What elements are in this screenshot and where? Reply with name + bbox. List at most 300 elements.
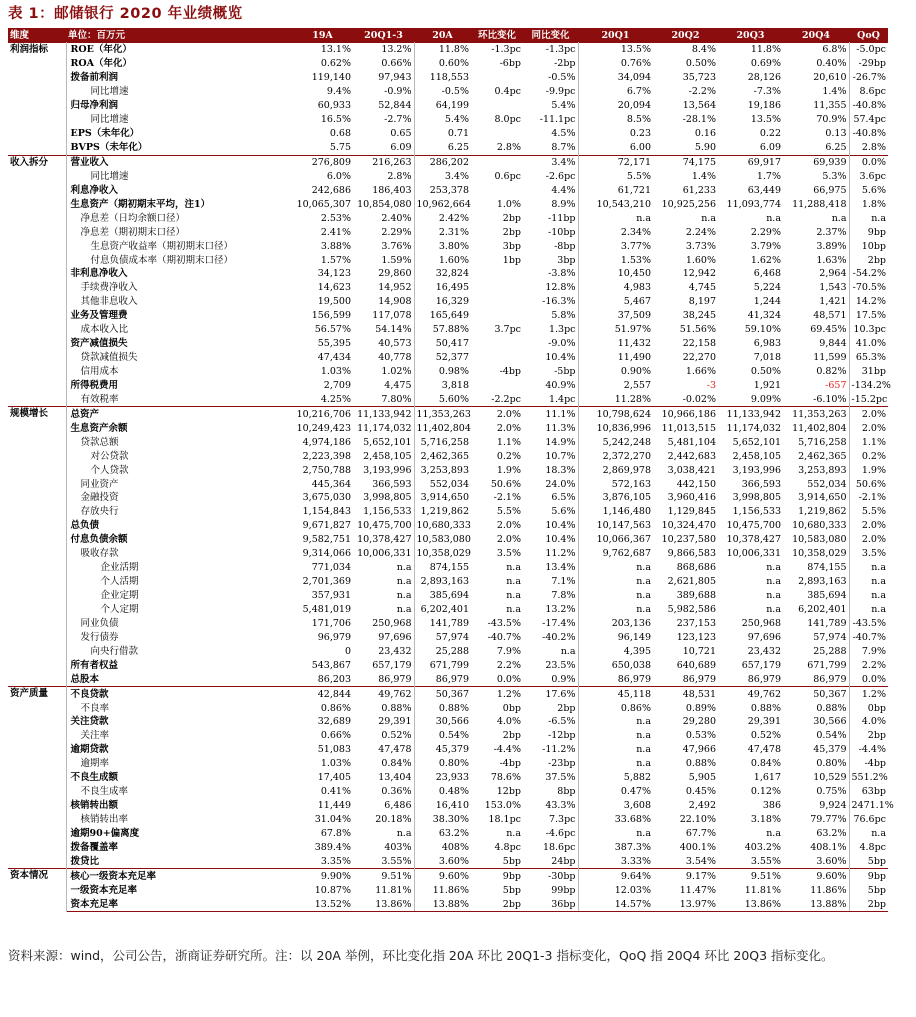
value-cell: 5.5% — [626, 170, 651, 182]
value-cell: 445,364 — [311, 478, 351, 490]
value-cell: 5,242,248 — [602, 436, 651, 448]
value-cell: 1.4% — [691, 170, 716, 182]
value-cell: 97,696 — [353, 630, 414, 644]
row-label: 一级资本充足率 — [70, 884, 138, 896]
value-cell: -40.7% — [852, 631, 886, 643]
value-cell: 2.42% — [438, 212, 469, 224]
value-cell: 0.9% — [523, 672, 578, 686]
value-cell: 8.9% — [523, 197, 578, 211]
value-cell: 14,952 — [353, 281, 414, 295]
value-cell: 9.60% — [414, 869, 471, 883]
value-cell: -28.1% — [682, 114, 716, 126]
value-cell: 0.22 — [759, 128, 781, 140]
row-label: 净息差（期初期末口径） — [80, 226, 186, 238]
value-cell: 11,013,515 — [661, 422, 716, 434]
value-cell: 2,701,369 — [302, 576, 351, 588]
value-cell: 74,175 — [653, 155, 718, 169]
value-cell: 3,038,421 — [667, 464, 716, 476]
value-cell: 3bp — [523, 253, 578, 267]
value-cell: 40.9% — [523, 379, 578, 393]
value-cell: 50,417 — [435, 338, 469, 350]
table-title: 表 1：邮储银行 2020 年业绩概览 — [8, 6, 243, 22]
value-cell: 1.60% — [685, 254, 716, 266]
row-label: 总负债 — [70, 520, 100, 532]
value-cell: 11,599 — [783, 351, 849, 365]
value-cell: 33.68% — [614, 814, 651, 826]
value-cell: 250,968 — [353, 616, 414, 630]
value-cell: 24bp — [523, 854, 578, 868]
value-cell: 24.0% — [523, 477, 578, 491]
value-cell: 1,617 — [753, 772, 781, 784]
row-label: 业务及管理费 — [70, 310, 128, 322]
value-cell: 13,404 — [353, 771, 414, 785]
value-cell: -40.8% — [852, 128, 886, 140]
value-cell: 9bp — [849, 869, 888, 883]
value-cell: 0.66% — [320, 730, 351, 742]
row-label: 向央行借款 — [90, 645, 139, 657]
value-cell: 2bp — [502, 226, 521, 238]
value-cell: -70.5% — [852, 282, 886, 294]
value-cell: 2,893,163 — [420, 576, 469, 588]
value-cell: n.a — [506, 827, 521, 839]
value-cell: 1.1% — [861, 436, 886, 448]
value-cell: 10,066,367 — [596, 534, 651, 546]
value-cell: 11.8% — [718, 43, 783, 57]
row-label: 付息负债余额 — [70, 534, 128, 546]
value-cell: 11,355 — [783, 99, 849, 113]
value-cell: 9,582,751 — [302, 534, 351, 546]
value-cell: 572,163 — [611, 478, 651, 490]
value-cell: 2.0% — [471, 407, 523, 421]
value-cell: 23,933 — [435, 772, 469, 784]
section-label: 规模增长 — [8, 407, 66, 687]
value-cell: 0.50% — [750, 366, 781, 378]
value-cell: -134.2% — [851, 379, 891, 391]
value-cell: 12bp — [496, 786, 521, 798]
value-cell: 47,478 — [747, 744, 781, 756]
value-cell: 5.90 — [694, 142, 716, 154]
value-cell: 57,974 — [783, 630, 849, 644]
value-cell: 5,481,019 — [302, 603, 351, 615]
value-cell: 10,475,700 — [353, 519, 414, 533]
value-cell: 2471.1% — [851, 800, 894, 812]
value-cell: 8.7% — [523, 141, 578, 155]
table-row — [8, 658, 888, 672]
value-cell: 3.76% — [353, 239, 414, 253]
value-cell: 551.2% — [851, 772, 888, 784]
value-cell: 9.51% — [718, 869, 783, 883]
value-cell: 0 — [344, 645, 351, 657]
value-cell: 203,136 — [611, 617, 651, 629]
value-cell: 2.8% — [861, 142, 886, 154]
row-label: 拨备前利润 — [70, 72, 119, 84]
value-cell: 49,762 — [353, 687, 414, 701]
value-cell: 55,395 — [317, 338, 351, 350]
value-cell: 0.12% — [750, 786, 781, 798]
value-cell: 11,402,804 — [783, 421, 849, 435]
value-cell: 86,979 — [747, 673, 781, 685]
value-cell: n.a — [636, 603, 651, 615]
value-cell: 29,391 — [353, 715, 414, 729]
value-cell: 10,006,331 — [726, 548, 781, 560]
value-cell: 1.4pc — [523, 392, 578, 406]
value-cell: 10,216,706 — [292, 407, 353, 421]
value-cell: 6.7% — [626, 86, 651, 98]
value-cell: 10,925,256 — [661, 198, 716, 210]
value-cell: 2.2% — [496, 659, 521, 671]
value-cell: n.a — [871, 590, 886, 602]
table-row — [8, 589, 888, 603]
value-cell: -0.5% — [523, 71, 578, 85]
value-cell: 0.2% — [496, 450, 521, 462]
value-cell: n.a — [766, 827, 781, 839]
value-cell: 6.8% — [783, 43, 849, 57]
value-cell: 34,123 — [317, 268, 351, 280]
value-cell: 37,509 — [617, 310, 651, 322]
value-cell: 0.86% — [620, 702, 651, 714]
value-cell: -9.9pc — [523, 85, 578, 99]
value-cell: 4.25% — [320, 393, 351, 405]
value-cell: 86,979 — [353, 672, 414, 686]
value-cell: n.a — [636, 716, 651, 728]
value-cell: 2,492 — [688, 800, 716, 812]
value-cell: 9,844 — [783, 337, 849, 351]
row-label: 所得税费用 — [70, 379, 119, 391]
value-cell: 3,675,030 — [302, 492, 351, 504]
value-cell: -43.5% — [487, 617, 521, 629]
value-cell: 57,974 — [435, 631, 469, 643]
row-label: 存放央行 — [80, 506, 119, 518]
value-cell: -2bp — [523, 57, 578, 71]
value-cell: 65.3% — [855, 352, 886, 364]
value-cell: -0.5% — [441, 86, 469, 98]
value-cell: 366,593 — [741, 478, 781, 490]
value-cell: 1.62% — [750, 254, 781, 266]
value-cell: 22,270 — [682, 352, 716, 364]
value-cell: 60,933 — [317, 100, 351, 112]
value-cell: 9bp — [867, 226, 886, 238]
value-cell: 141,789 — [783, 616, 849, 630]
value-cell: 72,171 — [578, 155, 653, 169]
table-row — [8, 253, 888, 267]
value-cell: 48,531 — [653, 687, 718, 701]
section-label: 资本情况 — [8, 869, 66, 912]
value-cell: -4bp — [499, 758, 521, 770]
value-cell: 1.03% — [320, 758, 351, 770]
value-cell: 16,495 — [435, 282, 469, 294]
value-cell: 2.0% — [861, 520, 886, 532]
table-row — [8, 351, 888, 365]
value-cell: 650,038 — [611, 659, 651, 671]
value-cell: 2,964 — [783, 267, 849, 281]
value-cell: 67.7% — [685, 827, 716, 839]
value-cell: 34,094 — [617, 72, 651, 84]
table-row — [8, 616, 888, 630]
value-cell: 6.0% — [326, 170, 351, 182]
value-cell: 10bp — [861, 240, 886, 252]
value-cell: 2,462,365 — [783, 449, 849, 463]
value-cell: 657,179 — [353, 658, 414, 672]
value-cell: 10.3pc — [853, 324, 886, 336]
value-cell: 0.88% — [685, 758, 716, 770]
value-cell: 5.4% — [444, 114, 469, 126]
value-cell: 1.2% — [471, 687, 523, 701]
row-label: 同比增速 — [90, 170, 129, 182]
value-cell: 4.0% — [861, 716, 886, 728]
value-cell: 250,968 — [741, 617, 781, 629]
value-cell: -4bp — [499, 366, 521, 378]
table-row — [8, 827, 888, 841]
value-cell: 6.09 — [353, 141, 414, 155]
value-cell: 5,982,586 — [667, 603, 716, 615]
value-cell: n.a — [766, 603, 781, 615]
value-cell: 10,358,029 — [783, 547, 849, 561]
value-cell: 9,866,583 — [667, 548, 716, 560]
value-cell: 23,432 — [353, 644, 414, 658]
value-cell: 1.8% — [861, 198, 886, 210]
table-row — [8, 715, 888, 729]
table-row — [8, 785, 888, 799]
value-cell: 32,689 — [317, 716, 351, 728]
value-cell: -1.3pc — [471, 43, 523, 57]
table-row — [8, 840, 888, 854]
value-cell: 10,324,470 — [661, 520, 716, 532]
section-label: 资产质量 — [8, 687, 66, 869]
performance-table — [8, 28, 894, 912]
row-label: 企业活期 — [100, 562, 139, 574]
table-row — [8, 407, 888, 421]
value-cell: 0.50% — [685, 58, 716, 70]
table-row — [8, 113, 888, 127]
value-cell: 4.8pc — [494, 841, 521, 853]
value-cell: -12bp — [523, 729, 578, 743]
value-cell: 1.0% — [496, 198, 521, 210]
value-cell: 2bp — [471, 897, 523, 911]
value-cell: 3,914,650 — [420, 492, 469, 504]
value-cell — [471, 127, 523, 141]
value-cell: 253,378 — [429, 184, 469, 196]
value-cell: 5,481,104 — [667, 436, 716, 448]
value-cell: 0.54% — [783, 729, 849, 743]
table-row — [8, 197, 888, 211]
value-cell: -2.2pc — [491, 393, 521, 405]
value-cell: 357,931 — [311, 590, 351, 602]
value-cell: 6.25 — [783, 141, 849, 155]
value-cell: -26.7% — [852, 72, 886, 84]
value-cell: 13.2% — [523, 603, 578, 617]
value-cell: -15.2pc — [851, 393, 888, 405]
value-cell: 69,939 — [783, 155, 849, 169]
value-cell: 2,223,398 — [302, 450, 351, 462]
value-cell: 13.5% — [750, 114, 781, 126]
value-cell: -2.6pc — [523, 169, 578, 183]
row-label: 关注率 — [80, 730, 110, 742]
value-cell: 2,557 — [623, 379, 651, 391]
value-cell: 79.77% — [783, 813, 849, 827]
value-cell: 0.2% — [861, 450, 886, 462]
value-cell: 20,610 — [783, 71, 849, 85]
value-cell: 3,998,805 — [732, 492, 781, 504]
value-cell: 408.1% — [783, 840, 849, 854]
value-cell: 389,688 — [676, 590, 716, 602]
value-cell: 0.54% — [438, 730, 469, 742]
value-cell: 1.2% — [849, 687, 888, 701]
value-cell: 0.52% — [750, 730, 781, 742]
value-cell — [471, 309, 523, 323]
value-cell: 14,623 — [317, 282, 351, 294]
value-cell: 4.0% — [496, 716, 521, 728]
value-cell: 5.4% — [523, 99, 578, 113]
header-cell: 20Q1-3 — [353, 28, 414, 43]
value-cell: 4.8pc — [859, 841, 886, 853]
value-cell: 10,378,427 — [726, 534, 781, 546]
value-cell: 286,202 — [414, 155, 471, 169]
value-cell: 2.37% — [783, 225, 849, 239]
row-label: 对公贷款 — [90, 450, 129, 462]
value-cell: 17,405 — [317, 772, 351, 784]
value-cell: 1.3pc — [523, 323, 578, 337]
value-cell: -2.2% — [688, 86, 716, 98]
value-cell: 0.0% — [849, 155, 888, 169]
value-cell: 0.88% — [438, 702, 469, 714]
value-cell: 10,583,080 — [416, 534, 471, 546]
value-cell: 3.89% — [783, 239, 849, 253]
value-cell: 64,199 — [435, 100, 469, 112]
value-cell: 3.4% — [444, 170, 469, 182]
table-row — [8, 630, 888, 644]
value-cell: 5,716,258 — [420, 436, 469, 448]
table-row — [8, 757, 888, 771]
table-row — [8, 897, 888, 911]
value-cell: n.a — [766, 590, 781, 602]
value-cell — [471, 351, 523, 365]
value-cell — [471, 267, 523, 281]
value-cell: -11.2% — [523, 743, 578, 757]
value-cell: 237,153 — [676, 617, 716, 629]
value-cell: -11bp — [523, 211, 578, 225]
value-cell: n.a — [353, 589, 414, 603]
value-cell: 40,573 — [353, 337, 414, 351]
value-cell: 657,179 — [741, 659, 781, 671]
value-cell: 8bp — [523, 785, 578, 799]
value-cell: 0.0% — [861, 673, 886, 685]
table-row — [8, 575, 888, 589]
value-cell: -30bp — [523, 869, 578, 883]
value-cell — [471, 183, 523, 197]
table-row — [8, 505, 888, 519]
value-cell: 7.9% — [861, 645, 886, 657]
value-cell: 1,129,845 — [667, 506, 716, 518]
value-cell: 43.3% — [523, 799, 578, 813]
table-row — [8, 365, 888, 379]
value-cell: 366,593 — [353, 477, 414, 491]
value-cell: 45,118 — [578, 687, 653, 701]
row-label: 核销转出率 — [80, 814, 129, 826]
value-cell: 3,608 — [623, 800, 651, 812]
table-row — [8, 169, 888, 183]
value-cell: 2.0% — [849, 407, 888, 421]
table-row — [8, 337, 888, 351]
value-cell: n.a — [636, 744, 651, 756]
row-label: 其他非息收入 — [80, 296, 138, 308]
value-cell: 1.4% — [783, 85, 849, 99]
value-cell: 99bp — [523, 883, 578, 897]
value-cell: 123,123 — [676, 631, 716, 643]
row-label: 利息净收入 — [70, 184, 119, 196]
value-cell: 9,314,066 — [302, 548, 351, 560]
value-cell: 13.1% — [292, 43, 353, 57]
value-cell: 1.63% — [783, 253, 849, 267]
table-row — [8, 239, 888, 253]
value-cell: 7.9% — [496, 645, 521, 657]
value-cell: -54.2% — [852, 268, 886, 280]
value-cell: 11,133,942 — [718, 407, 783, 421]
value-cell: 30,566 — [783, 715, 849, 729]
value-cell: 1,219,862 — [420, 506, 469, 518]
value-cell: 3,914,650 — [783, 491, 849, 505]
value-cell: n.a — [871, 576, 886, 588]
value-cell: 9,924 — [783, 799, 849, 813]
table-row — [8, 854, 888, 868]
table-row — [8, 155, 888, 169]
header-cell: 20A — [414, 28, 471, 43]
value-cell: 386 — [762, 800, 781, 812]
table-row — [8, 295, 888, 309]
value-cell: -29bp — [858, 58, 886, 70]
row-label: BVPS（未年化） — [70, 142, 148, 154]
header-cell: 20Q1 — [578, 28, 653, 43]
table-row — [8, 743, 888, 757]
value-cell: 7.3pc — [523, 813, 578, 827]
value-cell: 41,324 — [747, 310, 781, 322]
row-label: 个人贷款 — [90, 464, 129, 476]
value-cell: 552,034 — [783, 477, 849, 491]
value-cell: n.a — [766, 212, 781, 224]
row-label: 生息资产收益率（期初期末口径） — [90, 240, 234, 252]
value-cell: 11,353,263 — [414, 407, 471, 421]
value-cell: 13.4% — [523, 561, 578, 575]
value-cell: 5,652,101 — [353, 435, 414, 449]
value-cell: 11,288,418 — [783, 197, 849, 211]
value-cell: 1,156,533 — [732, 506, 781, 518]
value-cell: 6,983 — [753, 338, 781, 350]
value-cell: 0.88% — [353, 701, 414, 715]
value-cell: 3.60% — [438, 855, 469, 867]
table-row — [8, 672, 888, 686]
section-label: 利润指标 — [8, 43, 66, 156]
value-cell: 8.4% — [653, 43, 718, 57]
value-cell: 242,686 — [311, 184, 351, 196]
value-cell: -17.4% — [523, 616, 578, 630]
value-cell: 10,358,029 — [416, 548, 471, 560]
table-row — [8, 687, 888, 701]
row-label: 个人活期 — [100, 576, 139, 588]
value-cell: 45,379 — [783, 743, 849, 757]
value-cell: 13.52% — [292, 897, 353, 911]
value-cell: n.a — [636, 576, 651, 588]
table-row — [8, 127, 888, 141]
value-cell: 17.6% — [523, 687, 578, 701]
value-cell: n.a — [353, 575, 414, 589]
value-cell: n.a — [701, 212, 716, 224]
value-cell: 3.7pc — [494, 324, 521, 336]
value-cell: 2.0% — [496, 422, 521, 434]
value-cell: 2.0% — [496, 534, 521, 546]
value-cell: 118,553 — [429, 72, 469, 84]
value-cell: 2,893,163 — [783, 575, 849, 589]
table-row — [8, 141, 888, 155]
value-cell: 1.9% — [861, 464, 886, 476]
